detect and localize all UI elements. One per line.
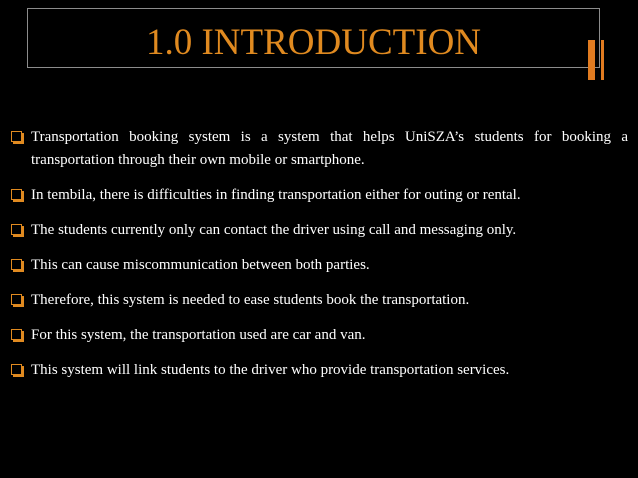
bullet-list (10, 126, 628, 394)
accent-bar-thin (601, 40, 604, 80)
accent-bar-thick (588, 40, 595, 80)
bullet-item (10, 126, 628, 172)
hollow-square-bullet-icon (11, 259, 22, 270)
bullet-item (10, 359, 628, 382)
hollow-square-bullet-icon (11, 294, 22, 305)
hollow-square-bullet-icon (11, 224, 22, 235)
bullet-text: The students currently only can contact the driver using call and messaging only. (31, 222, 517, 238)
bullet-text: This can cause miscommunication between both parties. (31, 257, 370, 273)
bullet-text: For this system, the transportation used are car and van. (31, 327, 366, 343)
bullet-item (10, 184, 628, 207)
bullet-item (10, 289, 628, 312)
hollow-square-bullet-icon (11, 189, 22, 200)
hollow-square-bullet-icon (11, 131, 22, 142)
accent-bars-decoration (588, 40, 618, 80)
hollow-square-bullet-icon (11, 364, 22, 375)
bullet-text: In tembila, there is difficulties in finding transportation either for outing or rental. (31, 187, 521, 203)
bullet-text: This system will link students to the driver who provide transportation services. (31, 362, 510, 378)
title-box (27, 8, 600, 68)
hollow-square-bullet-icon (11, 329, 22, 340)
bullet-item (10, 324, 628, 347)
bullet-text: Transportation booking system is a system that helps UniSZA’s students for booking a transportation through their own mobile or smartphone. (31, 129, 628, 168)
bullet-text: Therefore, this system is needed to ease students book the transportation. (31, 292, 470, 308)
bullet-item (10, 254, 628, 277)
bullet-item (10, 219, 628, 242)
slide-title: 1.0 INTRODUCTION (145, 22, 482, 63)
